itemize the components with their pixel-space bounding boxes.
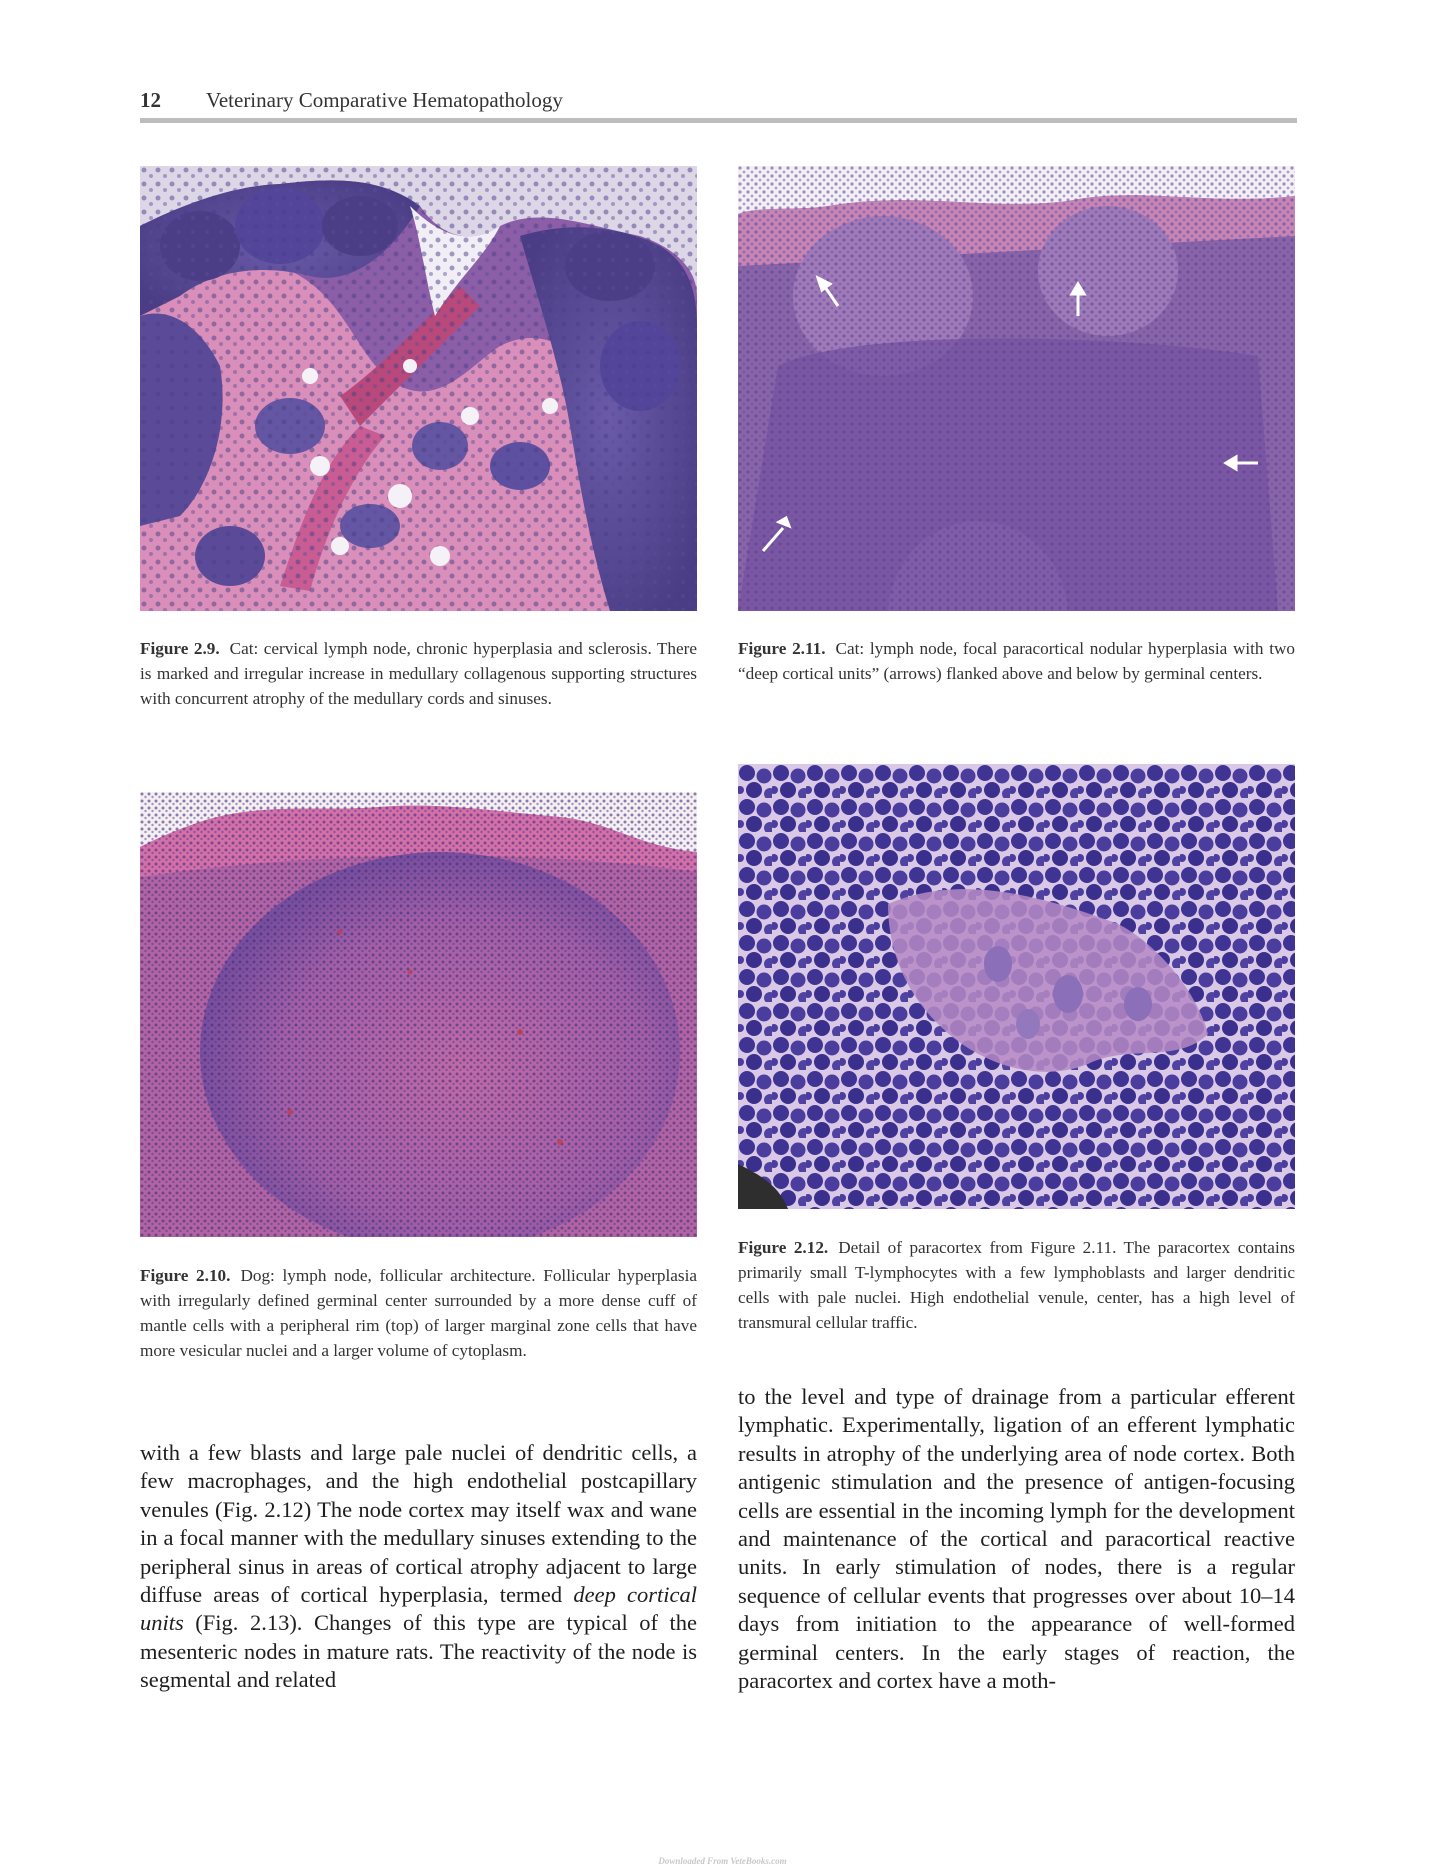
figure-2-10-caption	[140, 1263, 697, 1363]
paracortex-detail-micrograph	[738, 764, 1295, 1209]
lymph-node-sclerosis-micrograph	[140, 166, 697, 611]
figure-2-12-caption-text: Detail of paracortex from Figure 2.11. The paracortex contains primarily small T-lymphocytes with a few lymphoblasts and larger dendritic cells with pale nuclei. High endothelial venule, center, has a high level of transmural cellular traffic.	[738, 1238, 1295, 1332]
figure-2-9-caption-text: Cat: cervical lymph node, chronic hyperplasia and sclerosis. There is marked and irregular increase in medullary collagenous supporting structures with concurrent atrophy of the medullary cords and sinuses.	[140, 639, 697, 708]
body-left-part-1: with a few blasts and large pale nuclei of dendritic cells, a few macrophages, and the high endothelial postcapillary venules (Fig. 2.12) The node cortex may itself wax and wane in a focal manner with the medullary sinuses extending to the peripheral sinus in areas of cortical atrophy adjacent to large diffuse areas of cortical hyperplasia, termed	[140, 1440, 697, 1608]
figure-2-12-caption	[738, 1235, 1295, 1335]
figure-2-10-label: Figure 2.10.	[140, 1266, 231, 1285]
paracortical-hyperplasia-micrograph	[738, 166, 1295, 611]
italic-term-deep-cortical-units: deep cortical units	[140, 1582, 697, 1636]
book-title: Veterinary Comparative Hematopathology	[206, 88, 563, 112]
figure-2-11-image	[738, 166, 1295, 611]
figure-2-12-image	[738, 764, 1295, 1209]
body-right-text: to the level and type of drainage from a particular efferent lymphatic. Experimentally, ligation of an efferent lymphatic results in atrophy of the underlying area of node cortex. Both antigenic stimulation and the presence of antigen-focusing cells are essential in the incoming lymph for the development and maintenance of the cortical and paracortical reactive units. In early stimulation of nodes, there is a regular sequence of cellular events that progresses over about 10–14 days from initiation to the appearance of well-formed germinal centers. In the early stages of reaction, the paracortex and cortex have a moth-	[738, 1384, 1295, 1694]
figure-2-10-image	[140, 792, 697, 1237]
header-rule	[140, 118, 1297, 123]
figure-2-12-label: Figure 2.12.	[738, 1238, 829, 1257]
follicular-architecture-micrograph	[140, 792, 697, 1237]
running-head	[140, 88, 563, 113]
figure-2-9-caption	[140, 636, 697, 711]
figure-2-9-label: Figure 2.9.	[140, 639, 220, 658]
body-text-right-column	[738, 1383, 1295, 1695]
figure-2-10-caption-text: Dog: lymph node, follicular architecture. Follicular hyperplasia with irregularly defined germinal center surrounded by a more dense cuff of mantle cells with a peripheral rim (top) of larger marginal zone cells that have more vesicular nuclei and a larger volume of cytoplasm.	[140, 1266, 698, 1360]
footer-watermark: Downloaded From VeteBooks.com	[658, 1856, 787, 1866]
page-number: 12	[140, 88, 161, 112]
body-text-left-column	[140, 1439, 697, 1695]
figure-2-11-caption	[738, 636, 1295, 686]
figure-2-11-label: Figure 2.11.	[738, 639, 826, 658]
figure-2-9-image	[140, 166, 697, 611]
figure-2-11-caption-text: Cat: lymph node, focal paracortical nodular hyperplasia with two “deep cortical units” (arrows) flanked above and below by germinal centers.	[738, 639, 1295, 683]
body-left-part-2: (Fig. 2.13). Changes of this type are typical of the mesenteric nodes in mature rats. The reactivity of the node is segmental and related	[140, 1610, 697, 1693]
